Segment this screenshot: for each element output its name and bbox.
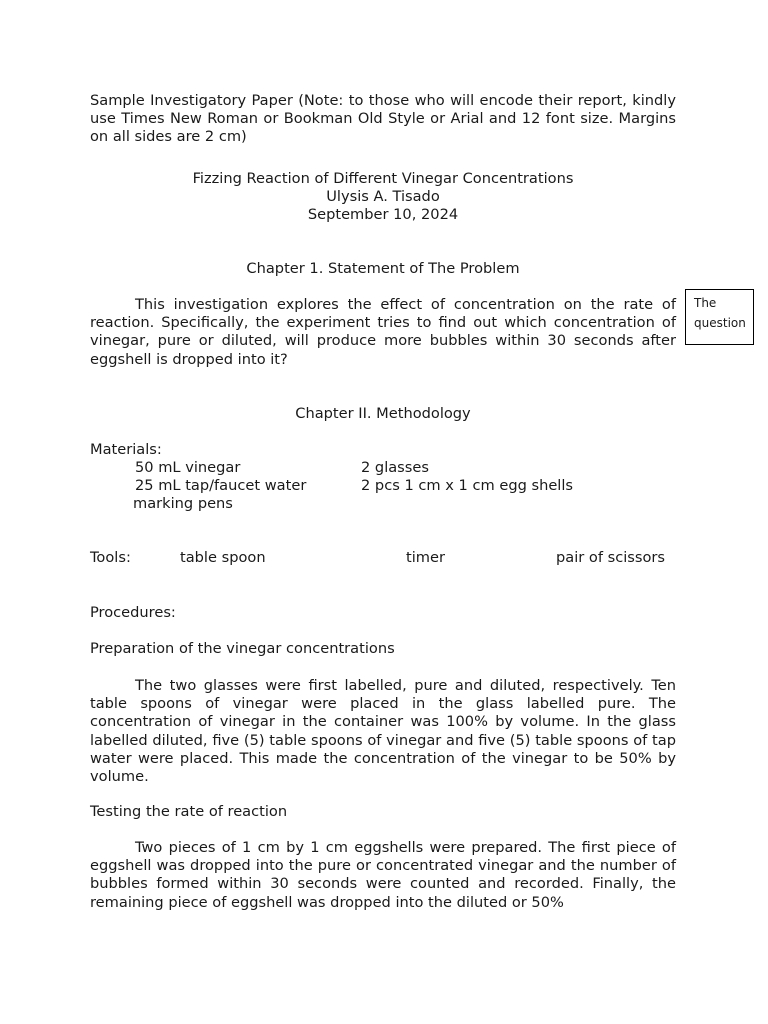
side-note-line1: The — [694, 296, 717, 310]
material-item: 50 mL vinegar — [135, 459, 241, 476]
chapter1-paragraph: This investigation explores the effect of concentration on the rate of reaction. Specifically, the experiment tries to find out which concentration of vinegar, pure or diluted, will produce more bubbles within 30 seconds after eggshell is dropped into it? — [90, 296, 676, 368]
paper-author: Ulysis A. Tisado — [326, 188, 440, 206]
tools-label: Tools: — [90, 549, 131, 566]
material-item: marking pens — [133, 495, 233, 512]
title-block — [90, 170, 676, 225]
chapter2-heading: Chapter II. Methodology — [295, 405, 471, 422]
paper-title: Fizzing Reaction of Different Vinegar Concentrations — [192, 170, 574, 187]
materials-label: Materials: — [90, 441, 162, 458]
side-note-line2: question — [694, 316, 746, 330]
prep-paragraph: The two glasses were first labelled, pure and diluted, respectively. Ten table spoons of vinegar were placed in the glass labelled pure. The concentration of vinegar in the container was 100% by volume. In the glass labelled diluted, five (5) table spoons of vinegar and five (5) table spoons of tap water were placed. This made the concentration of the vinegar to be 50% by volume. — [90, 677, 676, 786]
material-item: 2 glasses — [361, 459, 429, 476]
testing-paragraph: Two pieces of 1 cm by 1 cm eggshells were prepared. The first piece of eggshell was dropped into the pure or concentrated vinegar and the number of bubbles formed within 30 seconds were counted and recorded. Finally, the remaining piece of eggshell was dropped into the diluted or 50% — [90, 839, 676, 911]
prep-heading: Preparation of the vinegar concentrations — [90, 640, 395, 657]
intro-note: Sample Investigatory Paper (Note: to those who will encode their report, kindly use Times New Roman or Bookman Old Style or Arial and 12 font size. Margins on all sides are 2 cm) — [90, 92, 676, 146]
material-item: 2 pcs 1 cm x 1 cm egg shells — [361, 477, 574, 494]
tool-item: pair of scissors — [556, 549, 666, 566]
side-note-box — [685, 289, 754, 345]
tool-item: timer — [406, 549, 445, 566]
paper-date: September 10, 2024 — [307, 206, 459, 224]
material-item: 25 mL tap/faucet water — [135, 477, 307, 494]
testing-heading: Testing the rate of reaction — [90, 803, 288, 820]
chapter1-heading: Chapter 1. Statement of The Problem — [246, 260, 520, 277]
tool-item: table spoon — [180, 549, 266, 566]
procedures-label: Procedures: — [90, 604, 176, 621]
